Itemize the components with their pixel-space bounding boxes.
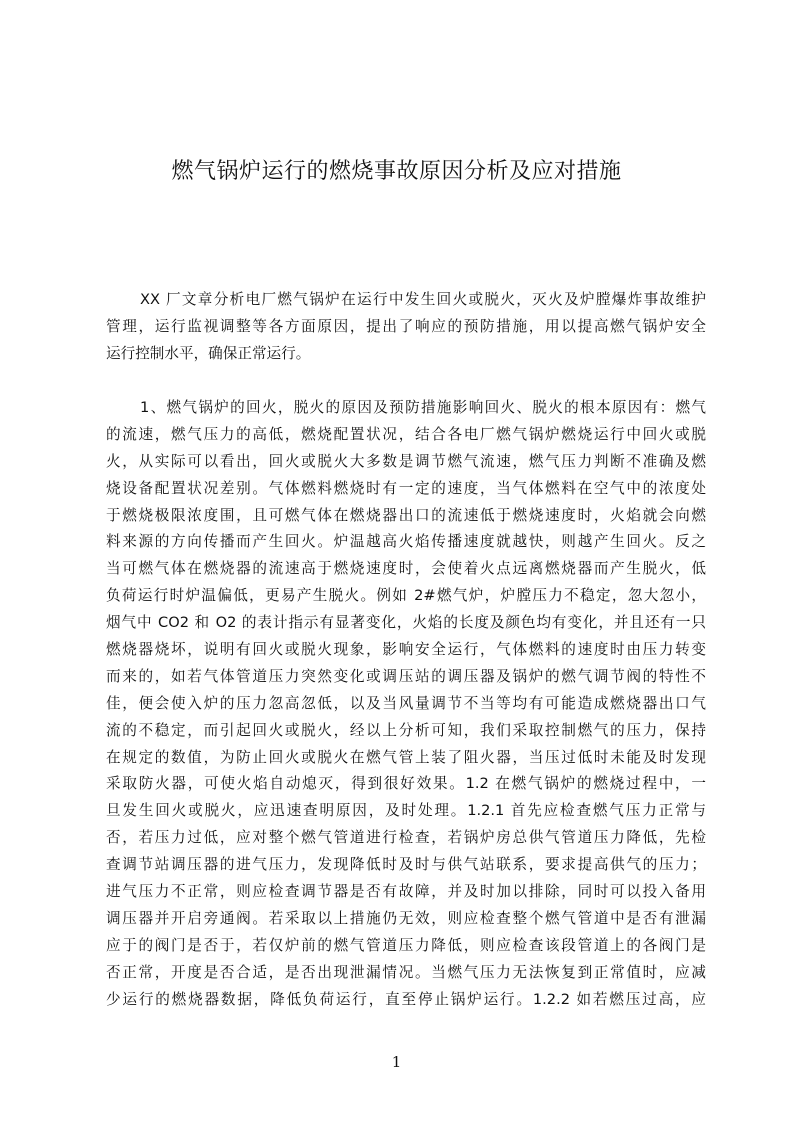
paragraph-line: 否，若压力过低，应对整个燃气管道进行检查，若锅炉房总供气管道压力降低，先检 <box>106 829 706 847</box>
paragraph-line: 应于的阀门是否于，若仅炉前的燃气管道压力降低，则应检查该段管道上的各阀门是 <box>106 936 706 954</box>
paragraph-line: 采取防火器，可使火焰自动熄灭，得到很好效果。1.2 在燃气锅炉的燃烧过程中，一 <box>106 775 706 793</box>
document-title: 燃气锅炉运行的燃烧事故原因分析及应对措施 <box>171 158 622 184</box>
paragraph-line: 流的不稳定，而引起回火或脱火，经以上分析可知，我们采取控制燃气的压力，保持 <box>106 721 706 739</box>
paragraph-line: 在规定的数值，为防止回火或脱火在燃气管上装了阻火器，当压过低时未能及时发现 <box>106 748 706 766</box>
paragraph-line: 佳，便会使入炉的压力忽高忽低，以及当风量调节不当等均有可能造成燃烧器出口气 <box>106 694 706 712</box>
paragraph-line: XX 厂文章分析电厂燃气锅炉在运行中发生回火或脱火，灭火及炉膛爆炸事故维护 <box>140 291 706 308</box>
paragraph-line: 烟气中 CO2 和 O2 的表计指示有显著变化，火焰的长度及颜色均有变化，并且还有一只 <box>106 614 706 632</box>
paragraph-line: 旦发生回火或脱火，应迅速查明原因，及时处理。1.2.1 首先应检查燃气压力正常与 <box>106 802 706 820</box>
paragraph-line: 烧设备配置状况差别。气体燃料燃烧时有一定的速度，当气体燃料在空气中的浓度处 <box>106 479 706 497</box>
paragraph-line: 火，从实际可以看出，回火或脱火大多数是调节燃气流速，燃气压力判断不准确及燃 <box>106 452 706 470</box>
paragraph-line: 管理，运行监视调整等各方面原因，提出了响应的预防措施，用以提高燃气锅炉安全 <box>106 317 706 335</box>
intro-paragraph <box>106 287 706 368</box>
paragraph-line: 少运行的燃烧器数据，降低负荷运行，直至停止锅炉运行。1.2.2 如若燃压过高，应 <box>106 990 706 1008</box>
paragraph-line: 而来的，如若气体管道压力突然变化或调压站的调压器及锅炉的燃气调节阀的特性不 <box>106 667 706 685</box>
section-1-paragraph <box>106 395 706 1013</box>
paragraph-line: 负荷运行时炉温偏低，更易产生脱火。例如 2#燃气炉，炉膛压力不稳定，忽大忽小， <box>106 587 706 605</box>
page-number: 1 <box>391 1053 402 1071</box>
paragraph-line: 进气压力不正常，则应检查调节器是否有故障，并及时加以排除，同时可以投入备用 <box>106 883 706 901</box>
paragraph-line: 否正常，开度是否合适，是否出现泄漏情况。当燃气压力无法恢复到正常值时，应减 <box>106 963 706 981</box>
paragraph-line: 1、燃气锅炉的回火，脱火的原因及预防措施影响回火、脱火的根本原因有：燃气 <box>140 399 706 416</box>
paragraph-line: 于燃烧极限浓度围，且可燃气体在燃烧器出口的流速低于燃烧速度时，火焰就会向燃 <box>106 506 706 524</box>
paragraph-line: 运行控制水平，确保正常运行。 <box>106 344 311 362</box>
paragraph-line: 的流速，燃气压力的高低，燃烧配置状况，结合各电厂燃气锅炉燃烧运行中回火或脱 <box>106 425 706 443</box>
paragraph-line: 当可燃气体在燃烧器的流速高于燃烧速度时，会使着火点远离燃烧器而产生脱火，低 <box>106 560 706 578</box>
paragraph-line: 调压器并开启旁通阀。若采取以上措施仍无效，则应检查整个燃气管道中是否有泄漏 <box>106 909 706 927</box>
paragraph-line: 料来源的方向传播而产生回火。炉温越高火焰传播速度就越快，则越产生回火。反之 <box>106 533 706 551</box>
paragraph-line: 查调节站调压器的进气压力，发现降低时及时与供气站联系，要求提高供气的压力； <box>106 856 706 874</box>
paragraph-line: 燃烧器烧坏，说明有回火或脱火现象，影响安全运行，气体燃料的速度时由压力转变 <box>106 641 706 659</box>
